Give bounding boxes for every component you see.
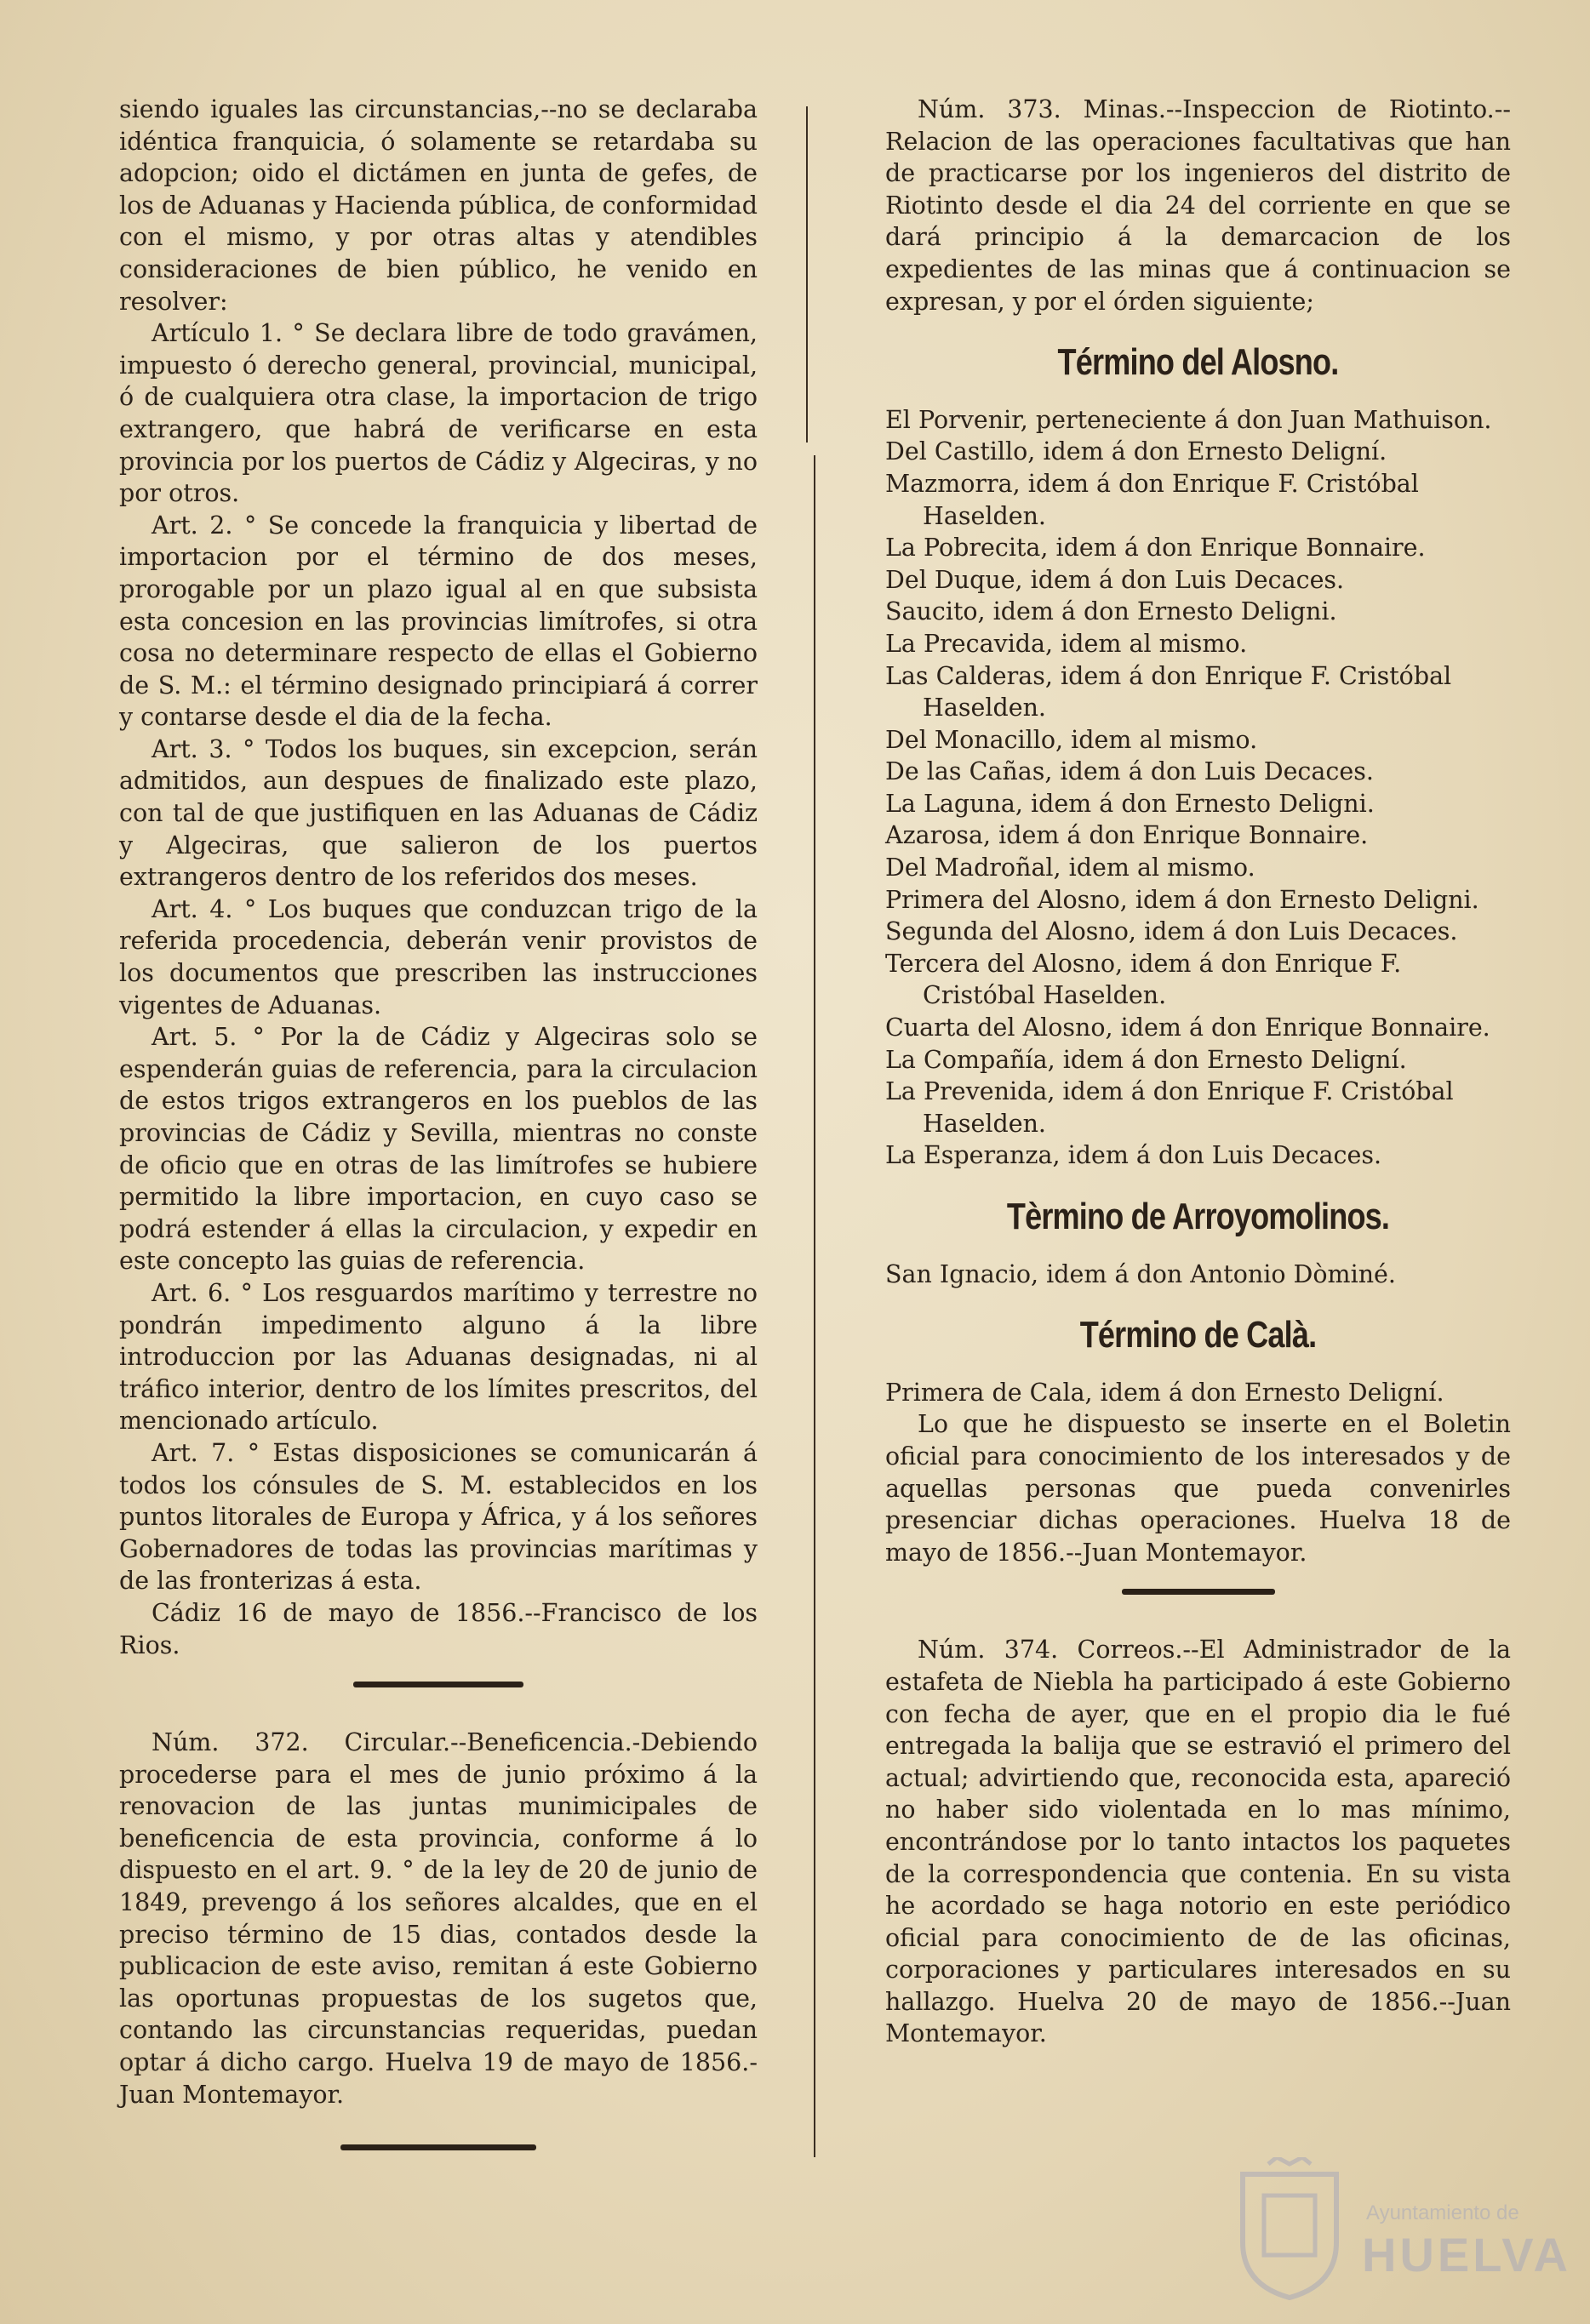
article-3: Art. 3. ° Todos los buques, sin excepcion, serán admitidos, aun despues de finalizado este plazo, con tal de que justifiquen en las Aduanas de Cádiz y Algeciras, que salieron de los puertos extrangeros dentro de los referidos dos meses. — [119, 734, 758, 892]
section-separator — [1122, 1589, 1275, 1595]
heading-cala: Término de Calà. — [1079, 1314, 1317, 1356]
article-6: Art. 6. ° Los resguardos marítimo y terrestre no pondrán impedimento alguno á la libre introduccion por las Aduanas designadas, ni al tráfico interior, dentro de los límites prescritos, del mencionado artículo. — [119, 1278, 758, 1436]
list-item: Del Duque, idem á don Luis Decaces. — [885, 565, 1345, 594]
left-column — [119, 94, 758, 2190]
watermark-line-1: Ayuntamiento de — [1366, 2201, 1519, 2224]
list-item: Mazmorra, idem á don Enrique F. Cristóbal Haselden. — [885, 469, 1419, 530]
list-item: Saucito, idem á don Ernesto Deligni. — [885, 597, 1337, 626]
right-column — [885, 94, 1511, 2050]
decree-signature: Cádiz 16 de mayo de 1856.--Francisco de los Rios. — [119, 1598, 758, 1659]
heading-arroyomolinos: Tèrmino de Arroyomolinos. — [1006, 1196, 1390, 1237]
article-7: Art. 7. ° Estas disposiciones se comunicarán á todos los cónsules de S. M. establecidos en los puntos litorales de Europa y África, y á los señores Gobernadores de todas las provincias marítimas y de las fronterizas á esta. — [119, 1438, 758, 1596]
list-item: El Porvenir, perteneciente á don Juan Mathuison. — [885, 405, 1492, 434]
watermark-line-2: HUELVA — [1362, 2228, 1571, 2281]
heading-alosno: Término del Alosno. — [1057, 341, 1339, 384]
list-item: Del Monacillo, idem al mismo. — [885, 725, 1258, 754]
list-item: Segunda del Alosno, idem á don Luis Decaces. — [885, 917, 1458, 946]
article-4: Art. 4. ° Los buques que conduzcan trigo de la referida procedencia, deberán venir provistos de los documentos que prescriben las instrucciones vigentes de Aduanas. — [119, 894, 758, 1019]
list-item: De las Cañas, idem á don Luis Decaces. — [885, 757, 1374, 786]
article-2: Art. 2. ° Se concede la franquicia y libertad de importacion por el término de dos meses, prorogable por un plazo igual al en que subsista esta concesion en las provincias limítrofes, si otra cosa no determinare respecto de ellas el Gobierno de S. M.: el término designado principiará á correr y contarse desde el dia de la fecha. — [119, 511, 758, 732]
arroyomolinos-item: San Ignacio, idem á don Antonio Dòminé. — [885, 1259, 1396, 1288]
list-item: La Pobrecita, idem á don Enrique Bonnaire. — [885, 534, 1426, 562]
list-item: La Prevenida, idem á don Enrique F. Cristóbal Haselden. — [885, 1077, 1454, 1138]
section-separator — [353, 1682, 523, 1687]
list-item: Azarosa, idem á don Enrique Bonnaire. — [885, 821, 1369, 850]
intro-paragraph: siendo iguales las circunstancias,--no se declaraba idéntica franquicia, ó solamente se retardaba su adopcion; oido el dictámen en junta de gefes, de los de Aduanas y Hacienda pública, de conformidad con el mismo, y por otras altas y atendibles consideraciones de bien público, he venido en resolver: — [119, 95, 758, 316]
section-separator — [340, 2144, 536, 2150]
list-item: Del Madroñal, idem al mismo. — [885, 854, 1255, 882]
column-rule — [814, 455, 815, 2157]
list-item: La Esperanza, idem á don Luis Decaces. — [885, 1141, 1382, 1170]
cala-item: Primera de Cala, idem á don Ernesto Deligní. — [885, 1378, 1444, 1407]
article-5: Art. 5. ° Por la de Cádiz y Algeciras solo se espenderán guias de referencia, para la circulacion de estos trigos extrangeros en los pueblos de las provincias de Cádiz y Sevilla, mientras no conste de oficio que en otras de las limítrofes se hubiere permitido la libre importacion, en cuyo caso se podrá estender á ellas la circulacion, y expedir en este concepto las guias de referencia. — [119, 1023, 758, 1276]
list-item: Las Calderas, idem á don Enrique F. Cristóbal Haselden. — [885, 661, 1452, 722]
column-rule — [806, 106, 808, 443]
alosno-mine-list — [885, 404, 1511, 1172]
notice-374: Núm. 374. Correos.--El Administrador de la estafeta de Niebla ha participado á este Gobierno con fecha de ayer, que en el propio dia le fué entregada la balija que se estravió el primero del actual; advirtiendo que, reconocida esta, apareció no haber sido violentada en lo mas mínimo, encontrándose por lo tanto intactos los paquetes de la correspondencia que contenia. En su vista he acordado se haga notorio en este periódico oficial para conocimiento de de las oficinas, corporaciones y particulares interesados en su hallazgo. Huelva 20 de mayo de 1856.--Juan Montemayor. — [885, 1636, 1511, 2048]
list-item: Primera del Alosno, idem á don Ernesto Deligni. — [885, 885, 1479, 914]
list-item: Del Castillo, idem á don Ernesto Deligní. — [885, 437, 1387, 466]
shield-icon — [1234, 2157, 1345, 2302]
list-item: La Compañía, idem á don Ernesto Deligní. — [885, 1045, 1407, 1074]
list-item: La Precavida, idem al mismo. — [885, 629, 1248, 658]
list-item: Cuarta del Alosno, idem á don Enrique Bonnaire. — [885, 1014, 1490, 1042]
notice-372: Núm. 372. Circular.--Beneficencia.-Debiendo procederse para el mes de junio próximo á la renovacion de las juntas munimicipales de beneficencia de esta provincia, conforme á lo dispuesto en el art. 9. ° de la ley de 20 de junio de 1849, prevengo á los señores alcaldes, que en el preciso término de 15 dias, contados desde la publicacion de este aviso, remitan á este Gobierno las oportunas propuestas de los sugetos que, contando las circunstancias requeridas, puedan optar á dicho cargo. Huelva 19 de mayo de 1856.-Juan Montemayor. — [119, 1728, 758, 2109]
article-1: Artículo 1. ° Se declara libre de todo gravámen, impuesto ó derecho general, provincial, municipal, ó de cualquiera otra clase, la importacion de trigo extrangero, que habrá de verificarse en esta provincia por los puertos de Cádiz y Algeciras, y no por otros. — [119, 319, 758, 508]
list-item: Tercera del Alosno, idem á don Enrique F. Cristóbal Haselden. — [885, 949, 1402, 1010]
watermark — [1234, 2157, 1571, 2310]
notice-373: Núm. 373. Minas.--Inspeccion de Riotinto.--Relacion de las operaciones facultativas que han de practicarse por los ingenieros del distrito de Riotinto desde el dia 24 del corriente en que se dará principio á la demarcacion de los expedientes de las minas que á continuacion se expresan, y por el órden siguiente; — [885, 95, 1511, 316]
closing-paragraph: Lo que he dispuesto se inserte en el Boletin oficial para conocimiento de los interesados y de aquellas personas que pueda convenirles presenciar dichas operaciones. Huelva 18 de mayo de 1856.--Juan Montemayor. — [885, 1410, 1511, 1567]
list-item: La Laguna, idem á don Ernesto Deligni. — [885, 789, 1375, 818]
